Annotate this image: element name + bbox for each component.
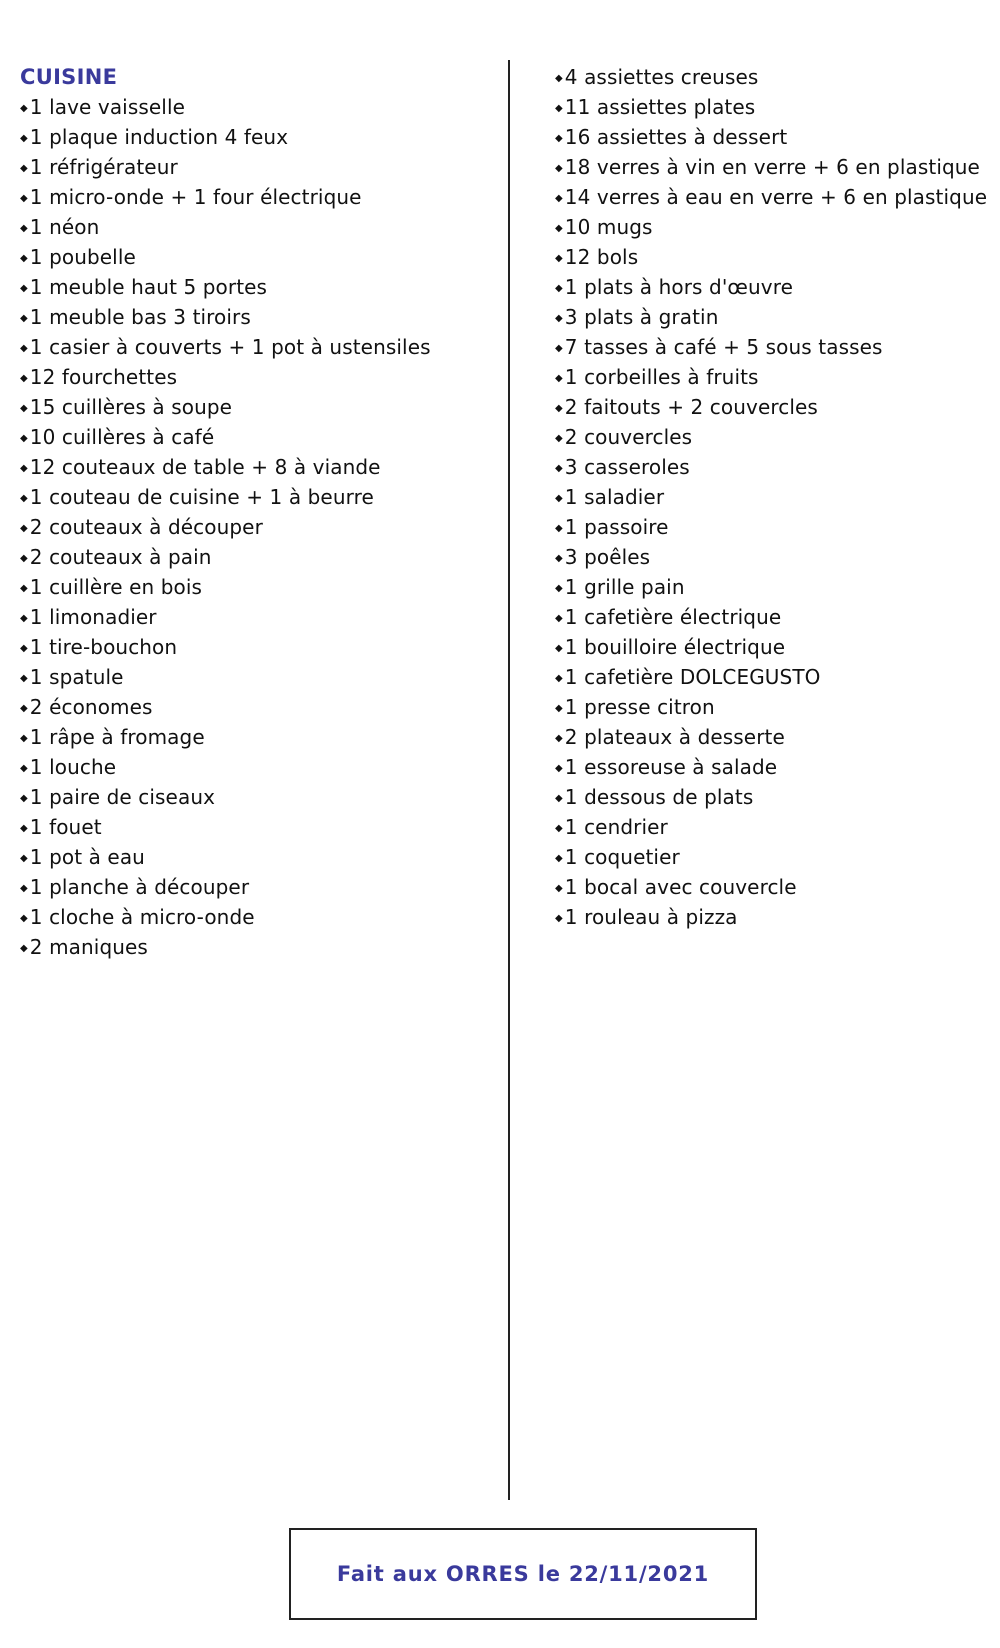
- list-item: ◆ 1 planche à découper: [20, 872, 500, 902]
- section-heading: CUISINE: [20, 65, 118, 89]
- list-item: ◆ 1 cloche à micro-onde: [20, 902, 500, 932]
- list-item: ◆ 1 poubelle: [20, 242, 500, 272]
- list-item: ◆ 2 couvercles: [555, 422, 995, 452]
- list-item: ◆ 1 plaque induction 4 feux: [20, 122, 500, 152]
- list-item: ◆ 1 paire de ciseaux: [20, 782, 500, 812]
- list-item: ◆ 1 micro-onde + 1 four électrique: [20, 182, 500, 212]
- list-item: ◆ 1 grille pain: [555, 572, 995, 602]
- list-item: ◆ 1 néon: [20, 212, 500, 242]
- list-item: ◆ 3 casseroles: [555, 452, 995, 482]
- list-item: ◆ 1 saladier: [555, 482, 995, 512]
- list-item: ◆ 1 cafetière DOLCEGUSTO: [555, 662, 995, 692]
- list-item: ◆ 1 rouleau à pizza: [555, 902, 995, 932]
- list-item: ◆ 2 plateaux à desserte: [555, 722, 995, 752]
- list-item: ◆ 12 fourchettes: [20, 362, 500, 392]
- list-item: ◆ 2 économes: [20, 692, 500, 722]
- list-item: ◆ 2 maniques: [20, 932, 500, 962]
- list-item: ◆ 1 corbeilles à fruits: [555, 362, 995, 392]
- list-item: ◆ 1 râpe à fromage: [20, 722, 500, 752]
- list-item: ◆ 14 verres à eau en verre + 6 en plastique: [555, 182, 995, 212]
- list-item: ◆ 1 meuble bas 3 tiroirs: [20, 302, 500, 332]
- list-item: ◆ 10 mugs: [555, 212, 995, 242]
- list-item: ◆ 1 tire-bouchon: [20, 632, 500, 662]
- left-item-list: [20, 92, 500, 962]
- list-item: ◆ 1 dessous de plats: [555, 782, 995, 812]
- right-column: [555, 62, 995, 932]
- left-column: [20, 62, 500, 962]
- footer-box: [289, 1528, 757, 1620]
- list-item: ◆ 1 casier à couverts + 1 pot à ustensiles: [20, 332, 500, 362]
- list-item: ◆ 10 cuillères à café: [20, 422, 500, 452]
- list-item: ◆ 11 assiettes plates: [555, 92, 995, 122]
- list-item: ◆ 1 couteau de cuisine + 1 à beurre: [20, 482, 500, 512]
- list-item: ◆ 15 cuillères à soupe: [20, 392, 500, 422]
- list-item: ◆ 1 coquetier: [555, 842, 995, 872]
- list-item: ◆ 16 assiettes à dessert: [555, 122, 995, 152]
- list-item: ◆ 12 bols: [555, 242, 995, 272]
- right-item-list: [555, 62, 995, 932]
- list-item: ◆ 1 limonadier: [20, 602, 500, 632]
- list-item: ◆ 2 couteaux à découper: [20, 512, 500, 542]
- list-item: ◆ 1 lave vaisselle: [20, 92, 500, 122]
- list-item: ◆ 1 fouet: [20, 812, 500, 842]
- list-item: ◆ 1 meuble haut 5 portes: [20, 272, 500, 302]
- list-item: ◆ 1 plats à hors d'œuvre: [555, 272, 995, 302]
- list-item: ◆ 1 pot à eau: [20, 842, 500, 872]
- list-item: ◆ 18 verres à vin en verre + 6 en plastique: [555, 152, 995, 182]
- list-item: ◆ 1 cafetière électrique: [555, 602, 995, 632]
- list-item: ◆ 1 louche: [20, 752, 500, 782]
- list-item: ◆ 7 tasses à café + 5 sous tasses: [555, 332, 995, 362]
- list-item: ◆ 2 faitouts + 2 couvercles: [555, 392, 995, 422]
- list-item: ◆ 1 cuillère en bois: [20, 572, 500, 602]
- list-item: ◆ 2 couteaux à pain: [20, 542, 500, 572]
- list-item: ◆ 1 bouilloire électrique: [555, 632, 995, 662]
- list-item: ◆ 1 cendrier: [555, 812, 995, 842]
- list-item: ◆ 12 couteaux de table + 8 à viande: [20, 452, 500, 482]
- list-item: ◆ 3 poêles: [555, 542, 995, 572]
- footer-text: Fait aux ORRES le 22/11/2021: [336, 1562, 710, 1586]
- list-item: ◆ 1 essoreuse à salade: [555, 752, 995, 782]
- list-item: ◆ 1 spatule: [20, 662, 500, 692]
- list-item: ◆ 1 réfrigérateur: [20, 152, 500, 182]
- list-item: ◆ 1 bocal avec couvercle: [555, 872, 995, 902]
- list-item: ◆ 4 assiettes creuses: [555, 62, 995, 92]
- list-item: ◆ 3 plats à gratin: [555, 302, 995, 332]
- list-item: ◆ 1 passoire: [555, 512, 995, 542]
- list-item: ◆ 1 presse citron: [555, 692, 995, 722]
- column-divider: [508, 60, 510, 1500]
